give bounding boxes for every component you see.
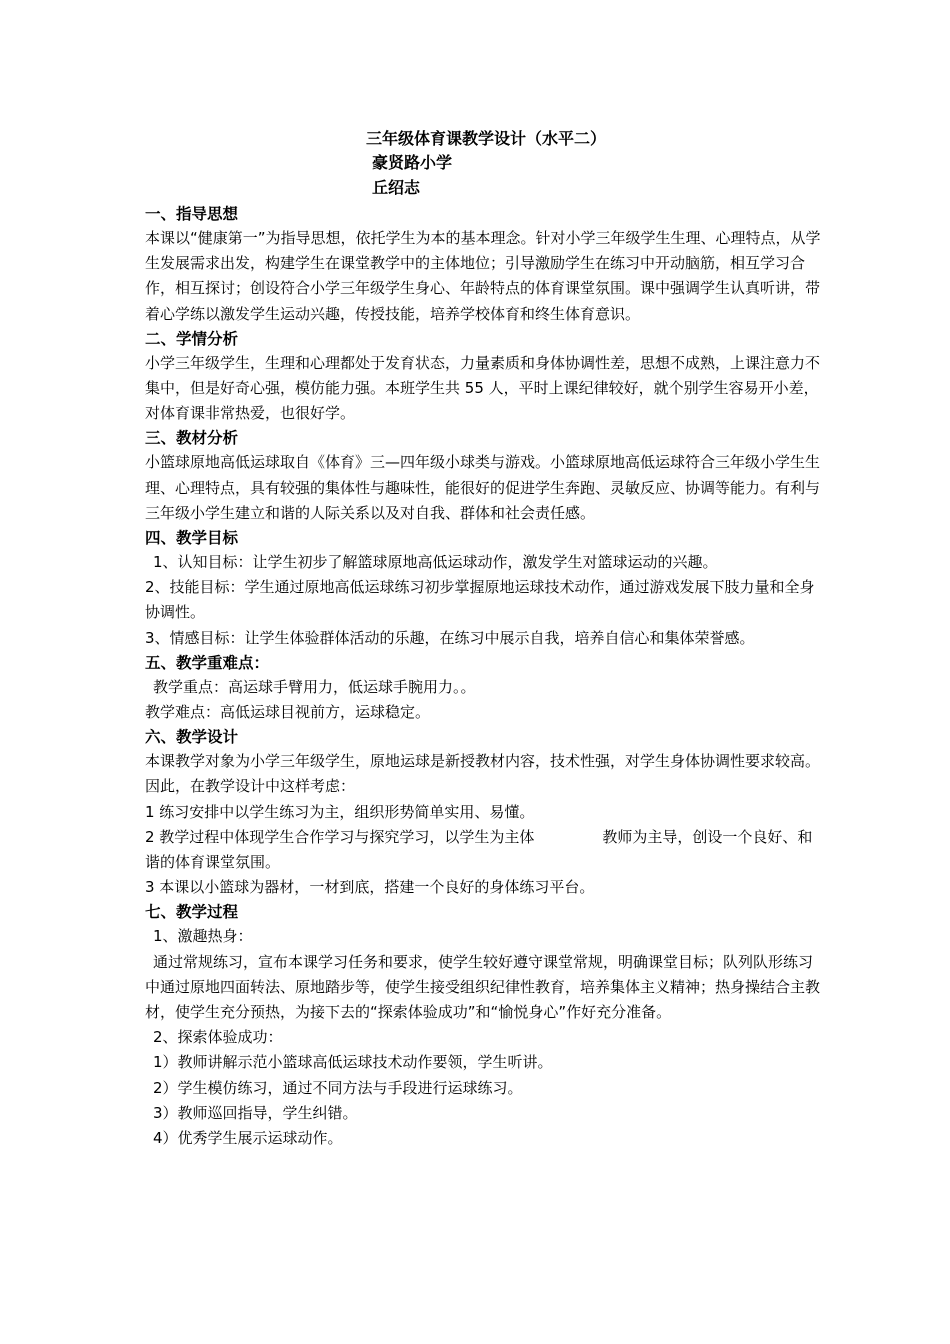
section-heading-goals: 四、教学目标 [145, 529, 239, 548]
section-heading-material: 三、教材分析 [145, 429, 239, 448]
process-step: 4）优秀学生展示运球动作。 [153, 1129, 343, 1148]
process-subheading: 2、探索体验成功： [153, 1028, 283, 1047]
document-body [145, 202, 825, 1151]
design-item: 1 练习安排中以学生练习为主，组织形势简单实用、易懂。 [145, 802, 535, 821]
section-heading-keypoints: 五、教学重难点： [145, 653, 270, 672]
process-step: 2）学生模仿练习，通过不同方法与手段进行运球练习。 [153, 1078, 523, 1097]
process-step: 1）教师讲解示范小篮球高低运球技术动作要领，学生听讲。 [153, 1053, 553, 1072]
process-step: 3）教师巡回指导，学生纠错。 [153, 1103, 358, 1122]
goal-item: 1、认知目标：让学生初步了解篮球原地高低运球动作，激发学生对篮球运动的兴趣。 [153, 553, 718, 572]
section-body-material: 小篮球原地高低运球取自《体育》三—四年级小球类与游戏。小篮球原地高低运球符合三年级小学生生理、心理特点，具有较强的集体性与趣味性，能很好的促进学生奔跑、灵敏反应、协调等能力。有利与三年级小学生建立和谐的人际关系以及对自我、群体和社会责任感。 [145, 453, 821, 522]
design-item-part: 2 教学过程中体现学生合作学习与探究学习，以学生为主体 [145, 827, 535, 846]
key-difficulty: 教学难点：高低运球目视前方，运球稳定。 [145, 703, 431, 722]
section-body-guiding: 本课以“健康第一”为指导思想，依托学生为本的基本理念。针对小学三年级学生生理、心理特点，从学生发展需求出发，构建学生在课堂教学中的主体地位；引导激励学生在练习中开动脑筋，相互学习合作，相互探讨；创设符合小学三年级学生身心、年龄特点的体育课堂氛围。课中强调学生认真听讲，带着心学练以激发学生运动兴趣，传授技能，培养学校体育和终生体育意识。 [145, 229, 821, 323]
section-body-students: 小学三年级学生，生理和心理都处于发育状态，力量素质和身体协调性差，思想不成熟，上课注意力不集中，但是好奇心强，模仿能力强。本班学生共 55 人，平时上课纪律较好，就个别学生容易开小差，对体育课非常热爱，也很好学。 [145, 353, 821, 423]
process-body: 通过常规练习，宣布本课学习任务和要求，使学生较好遵守课堂常规，明确课堂目标；队列队形练习中通过原地四面转法、原地踏步等，使学生接受组织纪律性教育，培养集体主义精神；热身操结合主教材，使学生充分预热，为接下去的“探索体验成功”和“愉悦身心”作好充分准备。 [145, 952, 821, 1022]
key-focus: 教学重点：高运球手臂用力，低运球手腕用力。。 [153, 677, 476, 696]
design-item [145, 825, 825, 875]
design-item: 3 本课以小篮球为器材，一材到底，搭建一个良好的身体练习平台。 [145, 878, 595, 897]
goal-item: 2、技能目标：学生通过原地高低运球练习初步掌握原地运球技术动作，通过游戏发展下肢力量和全身协调性。 [145, 578, 815, 622]
process-subheading: 1、激趣热身： [153, 927, 253, 946]
section-heading-process: 七、教学过程 [145, 903, 239, 922]
section-heading-guiding: 一、指导思想 [145, 205, 239, 223]
document-title: 三年级体育课教学设计（水平二） [366, 129, 607, 148]
section-heading-design: 六、教学设计 [145, 728, 239, 747]
design-item-part: 教师为主导，创设一个良好、和谐的体育课堂氛围。 [145, 827, 813, 872]
section-heading-students: 二、学情分析 [145, 329, 239, 348]
goal-item: 3、情感目标：让学生体验群体活动的乐趣，在练习中展示自我，培养自信心和集体荣誉感。 [145, 628, 755, 647]
author-name: 丘绍志 [372, 178, 421, 197]
design-intro: 本课教学对象为小学三年级学生，原地运球是新授教材内容，技术性强，对学生身体协调性要求较高。因此，在教学设计中这样考虑： [145, 752, 821, 796]
school-name: 豪贤路小学 [372, 153, 453, 172]
